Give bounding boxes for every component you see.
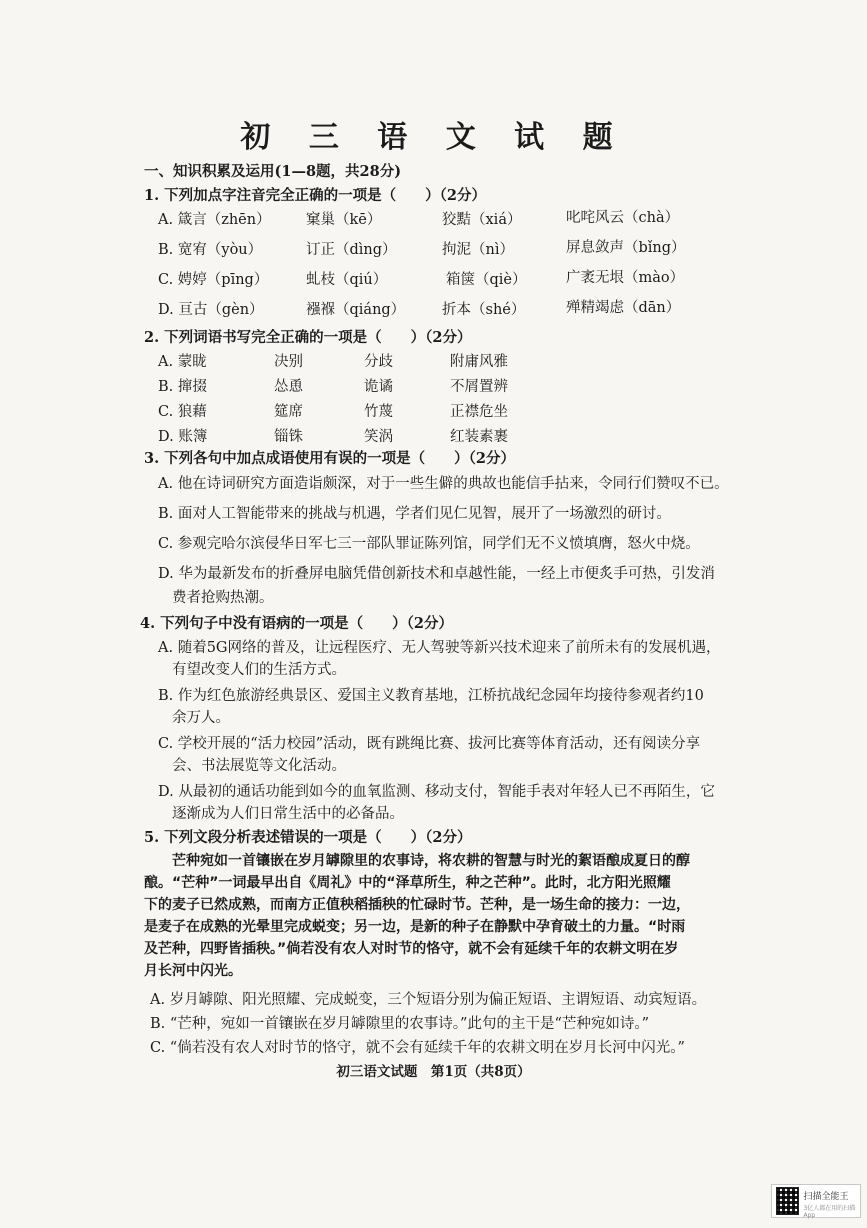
q2-b1: B. 撺掇 [158,379,207,395]
q3-option-d: D. 华为最新发布的折叠屏电脑凭借创新技术和卓越性能，一经上市便炙手可热，引发消 [158,566,715,582]
passage-line: 是麦子在成熟的光晕里完成蜕变；另一边，是新的种子在静默中孕育破土的力量。“时雨 [144,919,686,935]
q1-a4: 叱咤风云（chà） [566,210,680,226]
q2-b4: 不屑置辨 [450,379,508,395]
q5-option-a: A. 岁月罅隙、阳光照耀、完成蜕变，三个短语分别为偏正短语、主谓短语、动宾短语。 [150,992,707,1008]
q1-a2: 窠巢（kē） [306,212,382,228]
q4-option-a-cont: 有望改变人们的生活方式。 [172,662,346,678]
q2-b2: 怂恿 [274,379,303,395]
passage-line: 芒种宛如一首镶嵌在岁月罅隙里的农事诗，将农耕的智慧与时光的絮语酿成夏日的醇 [172,853,690,869]
q2-c3: 竹蔑 [364,404,393,420]
q1-c1: C. 娉婷（pīng） [158,272,269,288]
scanner-watermark [771,1184,861,1218]
q1-b1: B. 宽宥（yòu） [158,242,263,258]
q1-b2: 订正（dìng） [306,242,397,258]
q4-option-d: D. 从最初的通话功能到如今的血氧监测、移动支付，智能手表对年轻人已不再陌生，它 [158,784,715,800]
q2-c2: 筵席 [274,404,303,420]
qr-code-icon [776,1187,799,1215]
q2-d1: D. 账簿 [158,429,208,445]
section-heading: 一、知识积累及运用(1—8题，共28分) [144,163,402,180]
q2-d3: 笑涡 [364,429,393,445]
q5-stem: 5. 下列文段分析表述错误的一项是（ ）（2分） [144,829,472,846]
passage-line: 及芒种，四野皆插秧。”倘若没有农人对时节的恪守，就不会有延续千年的农耕文明在岁 [144,941,679,957]
q1-a3: 狡黠（xiá） [442,212,522,228]
q1-d3: 折本（shé） [442,302,526,318]
q2-a4: 附庸风雅 [450,354,508,370]
page-title: 初 三 语 文 试 题 [240,120,627,155]
q1-c4: 广袤无垠（mào） [566,270,685,286]
q3-option-a: A. 他在诗词研究方面造诣颇深，对于一些生僻的典故也能信手拈来，令同行们赞叹不已。 [158,476,729,492]
q2-d4: 红装素裹 [450,429,508,445]
q2-a1: A. 蒙眬 [158,354,207,370]
q1-c2: 虬枝（qiú） [306,272,388,288]
q2-a2: 决别 [274,354,303,370]
passage-line: 月长河中闪光。 [144,963,242,979]
q3-option-d-cont: 费者抢购热潮。 [172,590,274,606]
q4-option-d-cont: 逐渐成为人们日常生活中的必备品。 [172,806,404,822]
watermark-text [803,1184,856,1219]
q1-d2: 襁褓（qiáng） [306,302,406,318]
q5-option-c: C. “倘若没有农人对时节的恪守，就不会有延续千年的农耕文明在岁月长河中闪光。” [150,1040,685,1056]
q4-stem: 4. 下列句子中没有语病的一项是（ ）（2分） [140,615,454,632]
q4-option-b-cont: 余万人。 [172,710,230,726]
q1-b3: 拘泥（nì） [442,242,514,258]
q2-a3: 分歧 [364,354,393,370]
q4-option-a: A. 随着5G网络的普及，让远程医疗、无人驾驶等新兴技术迎来了前所未有的发展机遇， [158,640,721,656]
q3-option-c: C. 参观完哈尔滨侵华日军七三一部队罪证陈列馆，同学们无不义愤填膺，怒火中烧。 [158,536,700,552]
q2-stem: 2. 下列词语书写完全正确的一项是（ ）（2分） [144,329,472,346]
q1-b4: 屏息敛声（bǐng） [566,240,686,256]
q4-option-b: B. 作为红色旅游经典景区、爱国主义教育基地，江桥抗战纪念园年均接待参观者约10 [158,688,704,704]
q1-c3: 箱箧（qiè） [446,272,527,288]
q3-option-b: B. 面对人工智能带来的挑战与机遇，学者们见仁见智，展开了一场激烈的研讨。 [158,506,671,522]
q1-d4: 殚精竭虑（dān） [566,300,681,316]
watermark-name: 扫描全能王 [803,1191,849,1202]
q2-d2: 锱铢 [274,429,303,445]
page-footer: 初三语文试题 第1页（共8页） [336,1064,531,1080]
q4-option-c: C. 学校开展的“活力校园”活动，既有跳绳比赛、拔河比赛等体育活动，还有阅读分享 [158,736,701,752]
watermark-sub: 3亿人都在用的扫描App [803,1204,856,1219]
q1-a1: A. 箴言（zhēn） [158,212,271,228]
q1-d1: D. 亘古（gèn） [158,302,264,318]
q5-option-b: B. “芒种，宛如一首镶嵌在岁月罅隙里的农事诗。”此句的主干是“芒种宛如诗。” [150,1016,650,1032]
q2-c1: C. 狼藉 [158,404,207,420]
q2-c4: 正襟危坐 [450,404,508,420]
q3-stem: 3. 下列各句中加点成语使用有误的一项是（ ）（2分） [144,450,516,467]
q2-b3: 诡谲 [364,379,393,395]
q1-stem: 1. 下列加点字注音完全正确的一项是（ ）（2分） [144,187,487,204]
passage-line: 酿。“芒种”一词最早出自《周礼》中的“泽草所生，种之芒种”。此时，北方阳光照耀 [144,875,671,891]
q4-option-c-cont: 会、书法展览等文化活动。 [172,758,346,774]
passage-line: 下的麦子已然成熟，而南方正值秧稻插秧的忙碌时节。芒种，是一场生命的接力：一边， [144,897,690,913]
